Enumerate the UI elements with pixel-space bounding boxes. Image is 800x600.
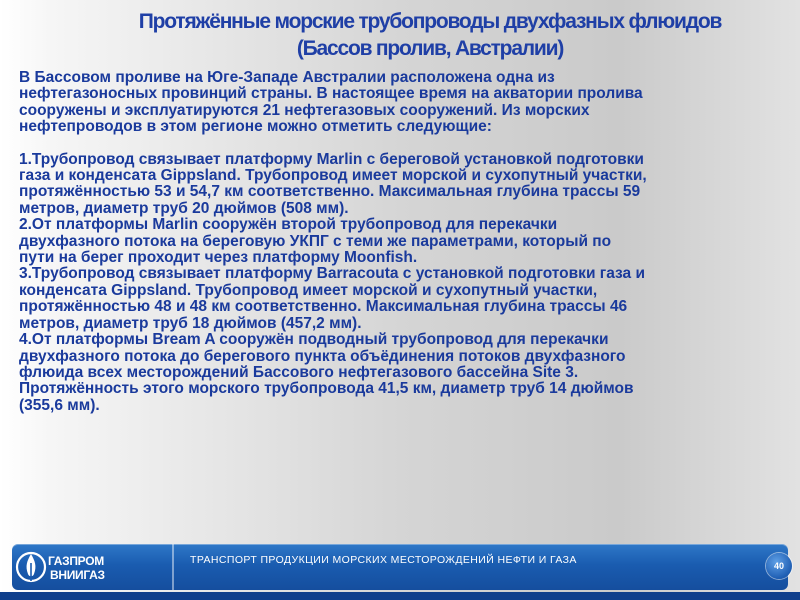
body-line: протяжённостью 53 и 54,7 км соответственно. Максимальная глубина трассы 59 xyxy=(19,183,641,201)
body-line: метров, диаметр труб 20 дюймов (508 мм). xyxy=(19,199,349,217)
body-line: пути на берег проходит через платформу Moonfish. xyxy=(19,249,418,267)
body-line: газа и конденсата Gippsland. Трубопровод имеет морской и сухопутный участки, xyxy=(19,167,647,185)
body-line: флюида всех месторождений Бассового нефтегазового бассейна Site 3. xyxy=(19,363,579,381)
body-line: 3.Трубопровод связывает платформу Barracouta с установкой подготовки газа и xyxy=(19,265,645,283)
body-line: нефтепроводов в этом регионе можно отметить следующие: xyxy=(19,118,492,136)
body-line: (355,6 мм). xyxy=(19,396,100,414)
body-line: 4.От платформы Bream A сооружён подводный трубопровод для перекачки xyxy=(19,331,609,349)
body-line: сооружены и эксплуатируются 21 нефтегазовых сооружений. Из морских xyxy=(19,101,590,119)
body-line: двухфазного потока на береговую УКПГ с теми же параметрами, который по xyxy=(19,232,612,250)
footer xyxy=(0,536,800,600)
body-line: Протяжённость этого морского трубопровода 41,5 км, диаметр труб 14 дюймов xyxy=(19,380,634,398)
body-line: 1.Трубопровод связывает платформу Marlin с береговой установкой подготовки xyxy=(19,150,644,168)
gazprom-flame-icon xyxy=(17,553,45,581)
logo-line-1: ГАЗПРОМ xyxy=(48,554,104,568)
body-line: протяжённостью 48 и 48 км соответственно. Максимальная глубина трассы 46 xyxy=(19,298,628,316)
body-line: В Бассовом проливе на Юге-Западе Австралии расположена одна из xyxy=(19,69,555,86)
bottom-strip xyxy=(0,592,800,600)
gazprom-logo xyxy=(14,546,164,588)
body-line: конденсата Gippsland. Трубопровод имеет морской и сухопутный участки, xyxy=(19,281,598,299)
body-line: нефтегазоносных провинций страны. В настоящее время на акватории пролива xyxy=(19,85,643,103)
body-line: 2.От платформы Marlin сооружён второй трубопровод для перекачки xyxy=(19,216,558,234)
page-number: 40 xyxy=(773,561,784,571)
body-line: двухфазного потока до берегового пункта объёдинения потоков двухфазного xyxy=(19,347,626,365)
footer-divider xyxy=(172,544,174,590)
title-line-2: (Бассов пролив, Австралии) xyxy=(296,37,564,60)
footer-text: ТРАНСПОРТ ПРОДУКЦИИ МОРСКИХ МЕСТОРОЖДЕНИЙ НЕФТИ И ГАЗА xyxy=(190,554,577,566)
logo-line-2: ВНИИГАЗ xyxy=(50,568,105,582)
body-gap xyxy=(19,136,779,152)
body-line: метров, диаметр труб 18 дюймов (457,2 мм). xyxy=(19,314,362,332)
page-number-badge xyxy=(766,553,792,579)
title-line-1: Протяжённые морские трубопроводы двухфазных флюидов xyxy=(138,10,722,33)
slide-title xyxy=(80,8,780,62)
body-text xyxy=(19,70,779,414)
